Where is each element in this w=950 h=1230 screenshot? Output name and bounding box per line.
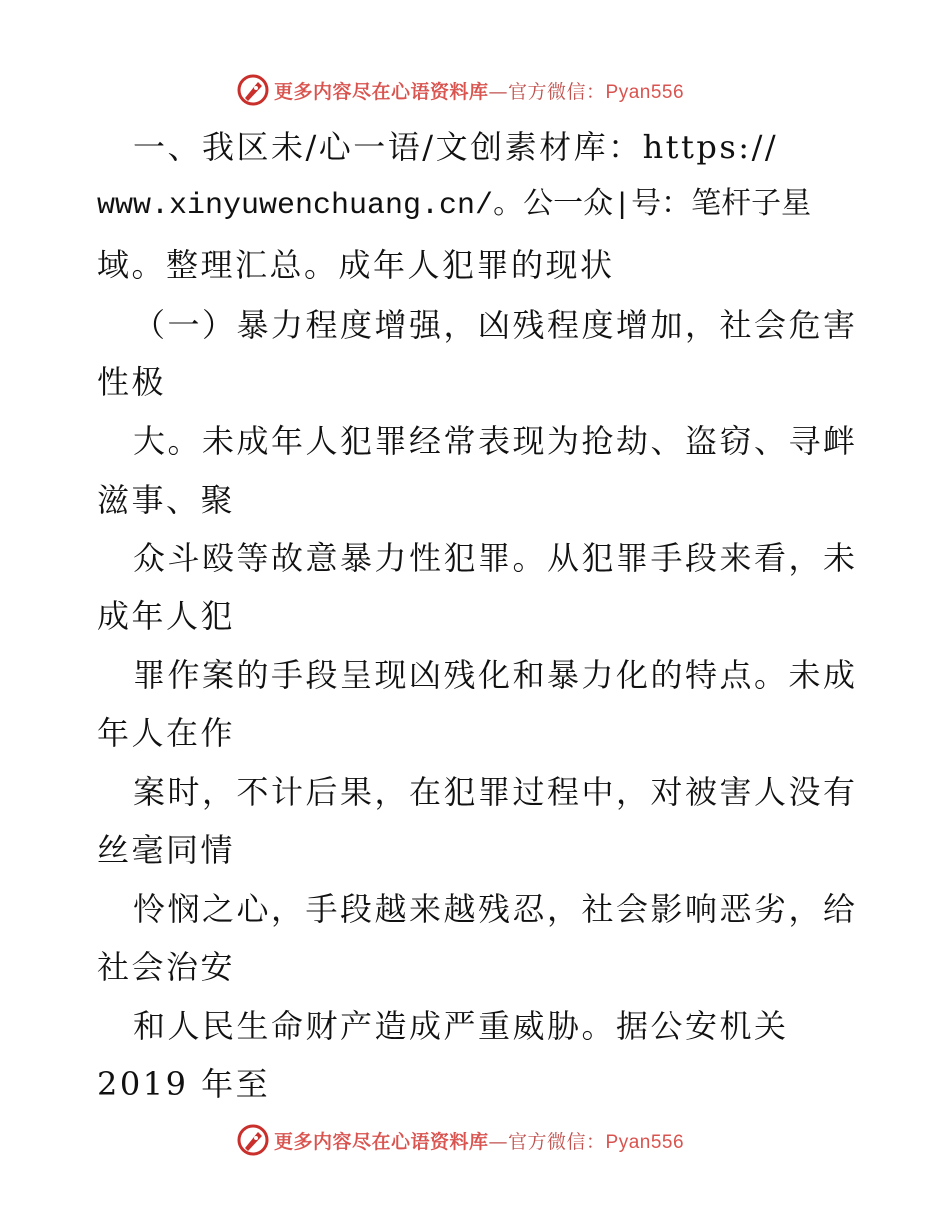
text-line: 滋事、聚 (97, 481, 236, 519)
text-line: 众斗殴等故意暴力性犯罪。从犯罪手段来看，未 (133, 539, 858, 577)
text-line: 年人在作 (97, 714, 236, 752)
watermark-text (274, 1127, 684, 1154)
text-line (97, 186, 811, 226)
watermark-contact-label: 官方微信： (508, 80, 606, 103)
text-line: 域。整理汇总。成年人犯罪的现状 (97, 246, 615, 284)
text-line: 大。未成年人犯罪经常表现为抢劫、盗窃、寻衅 (133, 422, 858, 460)
watermark-separator: — (488, 80, 509, 103)
watermark-brand: 更多内容尽在心语资料库 (274, 1130, 489, 1153)
text-line: 性极 (97, 363, 167, 401)
watermark-contact-id: Pyan556 (605, 1131, 685, 1153)
watermark-separator: — (488, 1130, 509, 1153)
text-line: 一、我区未/心一语/文创素材库：https:// (133, 128, 779, 166)
watermark-contact-id: Pyan556 (605, 81, 685, 103)
text-line-content: www.xinyuwenchuang.cn/。公一众|号：笔杆子星 (97, 189, 812, 223)
text-line: 成年人犯 (97, 597, 236, 635)
watermark-brand: 更多内容尽在心语资料库 (274, 80, 489, 103)
text-line: 怜悯之心，手段越来越残忍，社会影响恶劣，给 (133, 890, 858, 928)
text-line: 丝毫同情 (97, 831, 236, 869)
watermark-footer (236, 1120, 684, 1160)
pen-nib-logo-icon (236, 1123, 270, 1157)
text-line: （一）暴力程度增强，凶残程度增加，社会危害 (133, 306, 858, 344)
text-line: 罪作案的手段呈现凶残化和暴力化的特点。未成 (133, 656, 858, 694)
text-line: 2019 年至 (97, 1065, 271, 1103)
watermark-contact-label: 官方微信： (508, 1130, 606, 1153)
text-line: 和人民生命财产造成严重威胁。据公安机关 (133, 1007, 789, 1045)
text-line: 案时，不计后果，在犯罪过程中，对被害人没有 (133, 773, 858, 811)
text-line: 社会治安 (97, 948, 236, 986)
